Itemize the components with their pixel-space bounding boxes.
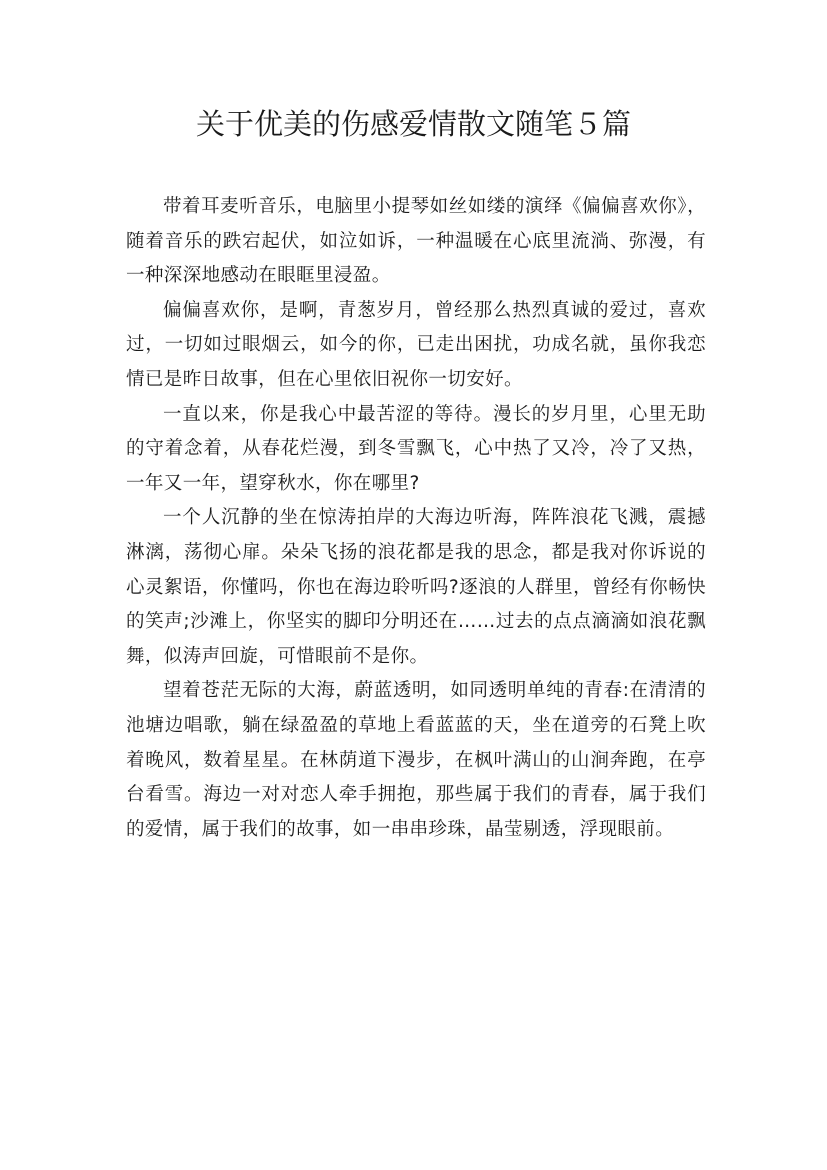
document-body [126, 190, 706, 847]
paragraph-2: 偏偏喜欢你，是啊，青葱岁月，曾经那么热烈真诚的爱过，喜欢过，一切如过眼烟云，如今的你，已走出困扰，功成名就，虽你我恋情已是昨日故事，但在心里依旧祝你一切安好。 [126, 299, 706, 390]
document-title: 关于优美的伤感爱情散文随笔５篇 [195, 107, 631, 141]
paragraph-3: 一直以来，你是我心中最苦涩的等待。漫长的岁月里，心里无助的守着念着，从春花烂漫，到冬雪飘飞，心中热了又冷，冷了又热，一年又一年，望穿秋水，你在哪里? [126, 403, 706, 494]
paragraph-5: 望着苍茫无际的大海，蔚蓝透明，如同透明单纯的青春:在清清的池塘边唱歌，躺在绿盈盈的草地上看蓝蓝的天，坐在道旁的石凳上吹着晚风，数着星星。在林荫道下漫步，在枫叶满山的山涧奔跑，在亭台看雪。海边一对对恋人牵手拥抱，那些属于我们的青春，属于我们的爱情，属于我们的故事，如一串串珍珠，晶莹剔透，浮现眼前。 [126, 680, 706, 840]
paragraph-1: 带着耳麦听音乐，电脑里小提琴如丝如缕的演绎《偏偏喜欢你》，随着音乐的跌宕起伏，如泣如诉，一种温暖在心底里流淌、弥漫，有一种深深地感动在眼眶里浸盈。 [126, 196, 706, 287]
paragraph-4: 一个人沉静的坐在惊涛拍岸的大海边听海，阵阵浪花飞溅，震撼淋漓，荡彻心扉。朵朵飞扬的浪花都是我的思念，都是我对你诉说的心灵絮语，你懂吗，你也在海边聆听吗?逐浪的人群里，曾经有你畅快的笑声;沙滩上，你坚实的脚印分明还在……过去的点点滴滴如浪花飘舞，似涛声回旋，可惜眼前不是你。 [126, 507, 706, 667]
